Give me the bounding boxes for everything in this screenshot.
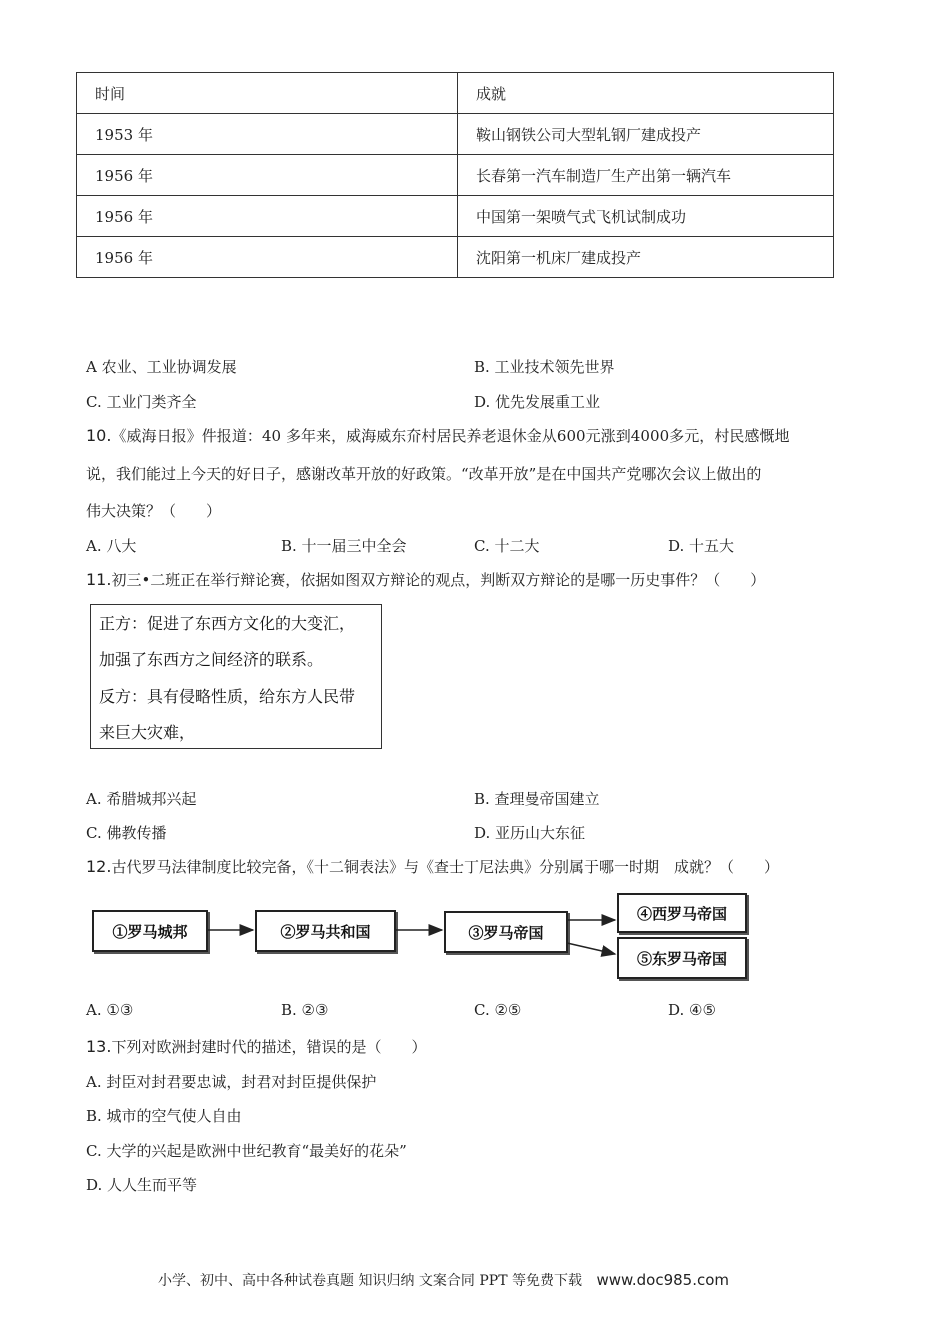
table-cell-year: 1953 年 [77,114,458,155]
debate-line: 反方：具有侵略性质，给东方人民带 [99,687,356,706]
q11-option-b: B. 查理曼帝国建立 [474,790,600,808]
table-cell-achievement: 沈阳第一机床厂建成投产 [458,237,834,278]
q10-line-3: 伟大决策？（ ） [86,502,222,520]
flow-box-roman-republic: ②罗马共和国 [255,910,396,952]
q11-option-d: D. 亚历山大东征 [474,824,586,842]
q12-number: 12. [86,857,112,876]
q12-option-d: D. ④⑤ [668,1001,716,1019]
flow-box-roman-city-state: ①罗马城邦 [92,910,208,952]
table-cell-year: 1956 年 [77,155,458,196]
q11-option-c: C. 佛教传播 [86,824,167,842]
footer [158,1270,729,1290]
footer-url[interactable]: www.doc985.com [596,1271,730,1289]
q10-number: 10. [86,426,112,445]
debate-line: 来巨大灾难， [99,723,196,742]
table-cell-year: 1956 年 [77,196,458,237]
q13-option-d: D. 人人生而平等 [86,1176,198,1194]
q12-option-a: A. ①③ [86,1001,134,1019]
q11-number: 11. [86,570,112,589]
q10-option-b: B. 十一届三中全会 [281,537,407,555]
q11-option-a: A. 希腊城邦兴起 [86,790,197,808]
q10-option-c: C. 十二大 [474,537,540,555]
q13-text: 下列对欧洲封建时代的描述，错误的是（ ） [111,1038,427,1056]
q12-option-c: C. ②⑤ [474,1001,522,1019]
q9-option-b: B. 工业技术领先世界 [474,358,615,376]
q12-text: 古代罗马法律制度比较完备，《十二铜表法》与《查士丁尼法典》分别属于哪一时期 成就？（ ） [111,858,779,876]
q9-option-a: A 农业、工业协调发展 [86,358,237,376]
q10-text-1: 《威海日报》件报道：40 多年来，威海威东夼村居民养老退休金从600元涨到4000多元，村民感慨地 [111,427,790,445]
q13-option-b: B. 城市的空气使人自由 [86,1107,242,1125]
q10-option-d: D. 十五大 [668,537,735,555]
flow-box-western-roman-empire: ④西罗马帝国 [617,893,747,933]
table-cell-year: 1956 年 [77,237,458,278]
q11-text: 初三•二班正在举行辩论赛，依据如图双方辩论的观点，判断双方辩论的是哪一历史事件？（ ） [111,571,766,589]
q13-option-c: C. 大学的兴起是欧洲中世纪教育“最美好的花朵” [86,1142,407,1160]
q13-number: 13. [86,1037,112,1056]
q9-option-c: C. 工业门类齐全 [86,393,197,411]
flow-box-roman-empire: ③罗马帝国 [444,911,568,953]
table-header-time: 时间 [77,73,458,114]
q9-option-d: D. 优先发展重工业 [474,393,601,411]
q13-option-a: A. 封臣对封君要忠诚，封君对封臣提供保护 [86,1073,377,1091]
flow-box-eastern-roman-empire: ⑤东罗马帝国 [617,937,747,979]
table-cell-achievement: 长春第一汽车制造厂生产出第一辆汽车 [458,155,834,196]
q10-option-a: A. 八大 [86,537,137,555]
table-cell-achievement: 中国第一架喷气式飞机试制成功 [458,196,834,237]
q13-stem [86,1036,426,1057]
arrow-3-to-5 [567,943,615,954]
q12-option-b: B. ②③ [281,1001,329,1019]
footer-text: 小学、初中、高中各种试卷真题 知识归纳 文案合同 PPT 等免费下载 [158,1273,582,1289]
debate-line: 加强了东西方之间经济的联系。 [99,650,324,669]
table-header-achievement: 成就 [458,73,834,114]
table-cell-achievement: 鞍山钢铁公司大型轧钢厂建成投产 [458,114,834,155]
q10-line-2: 说，我们能过上今天的好日子，感谢改革开放的好政策。“改革开放”是在中国共产党哪次会议上做出的 [86,465,762,483]
debate-line: 正方：促进了东西方文化的大变汇， [99,614,356,633]
